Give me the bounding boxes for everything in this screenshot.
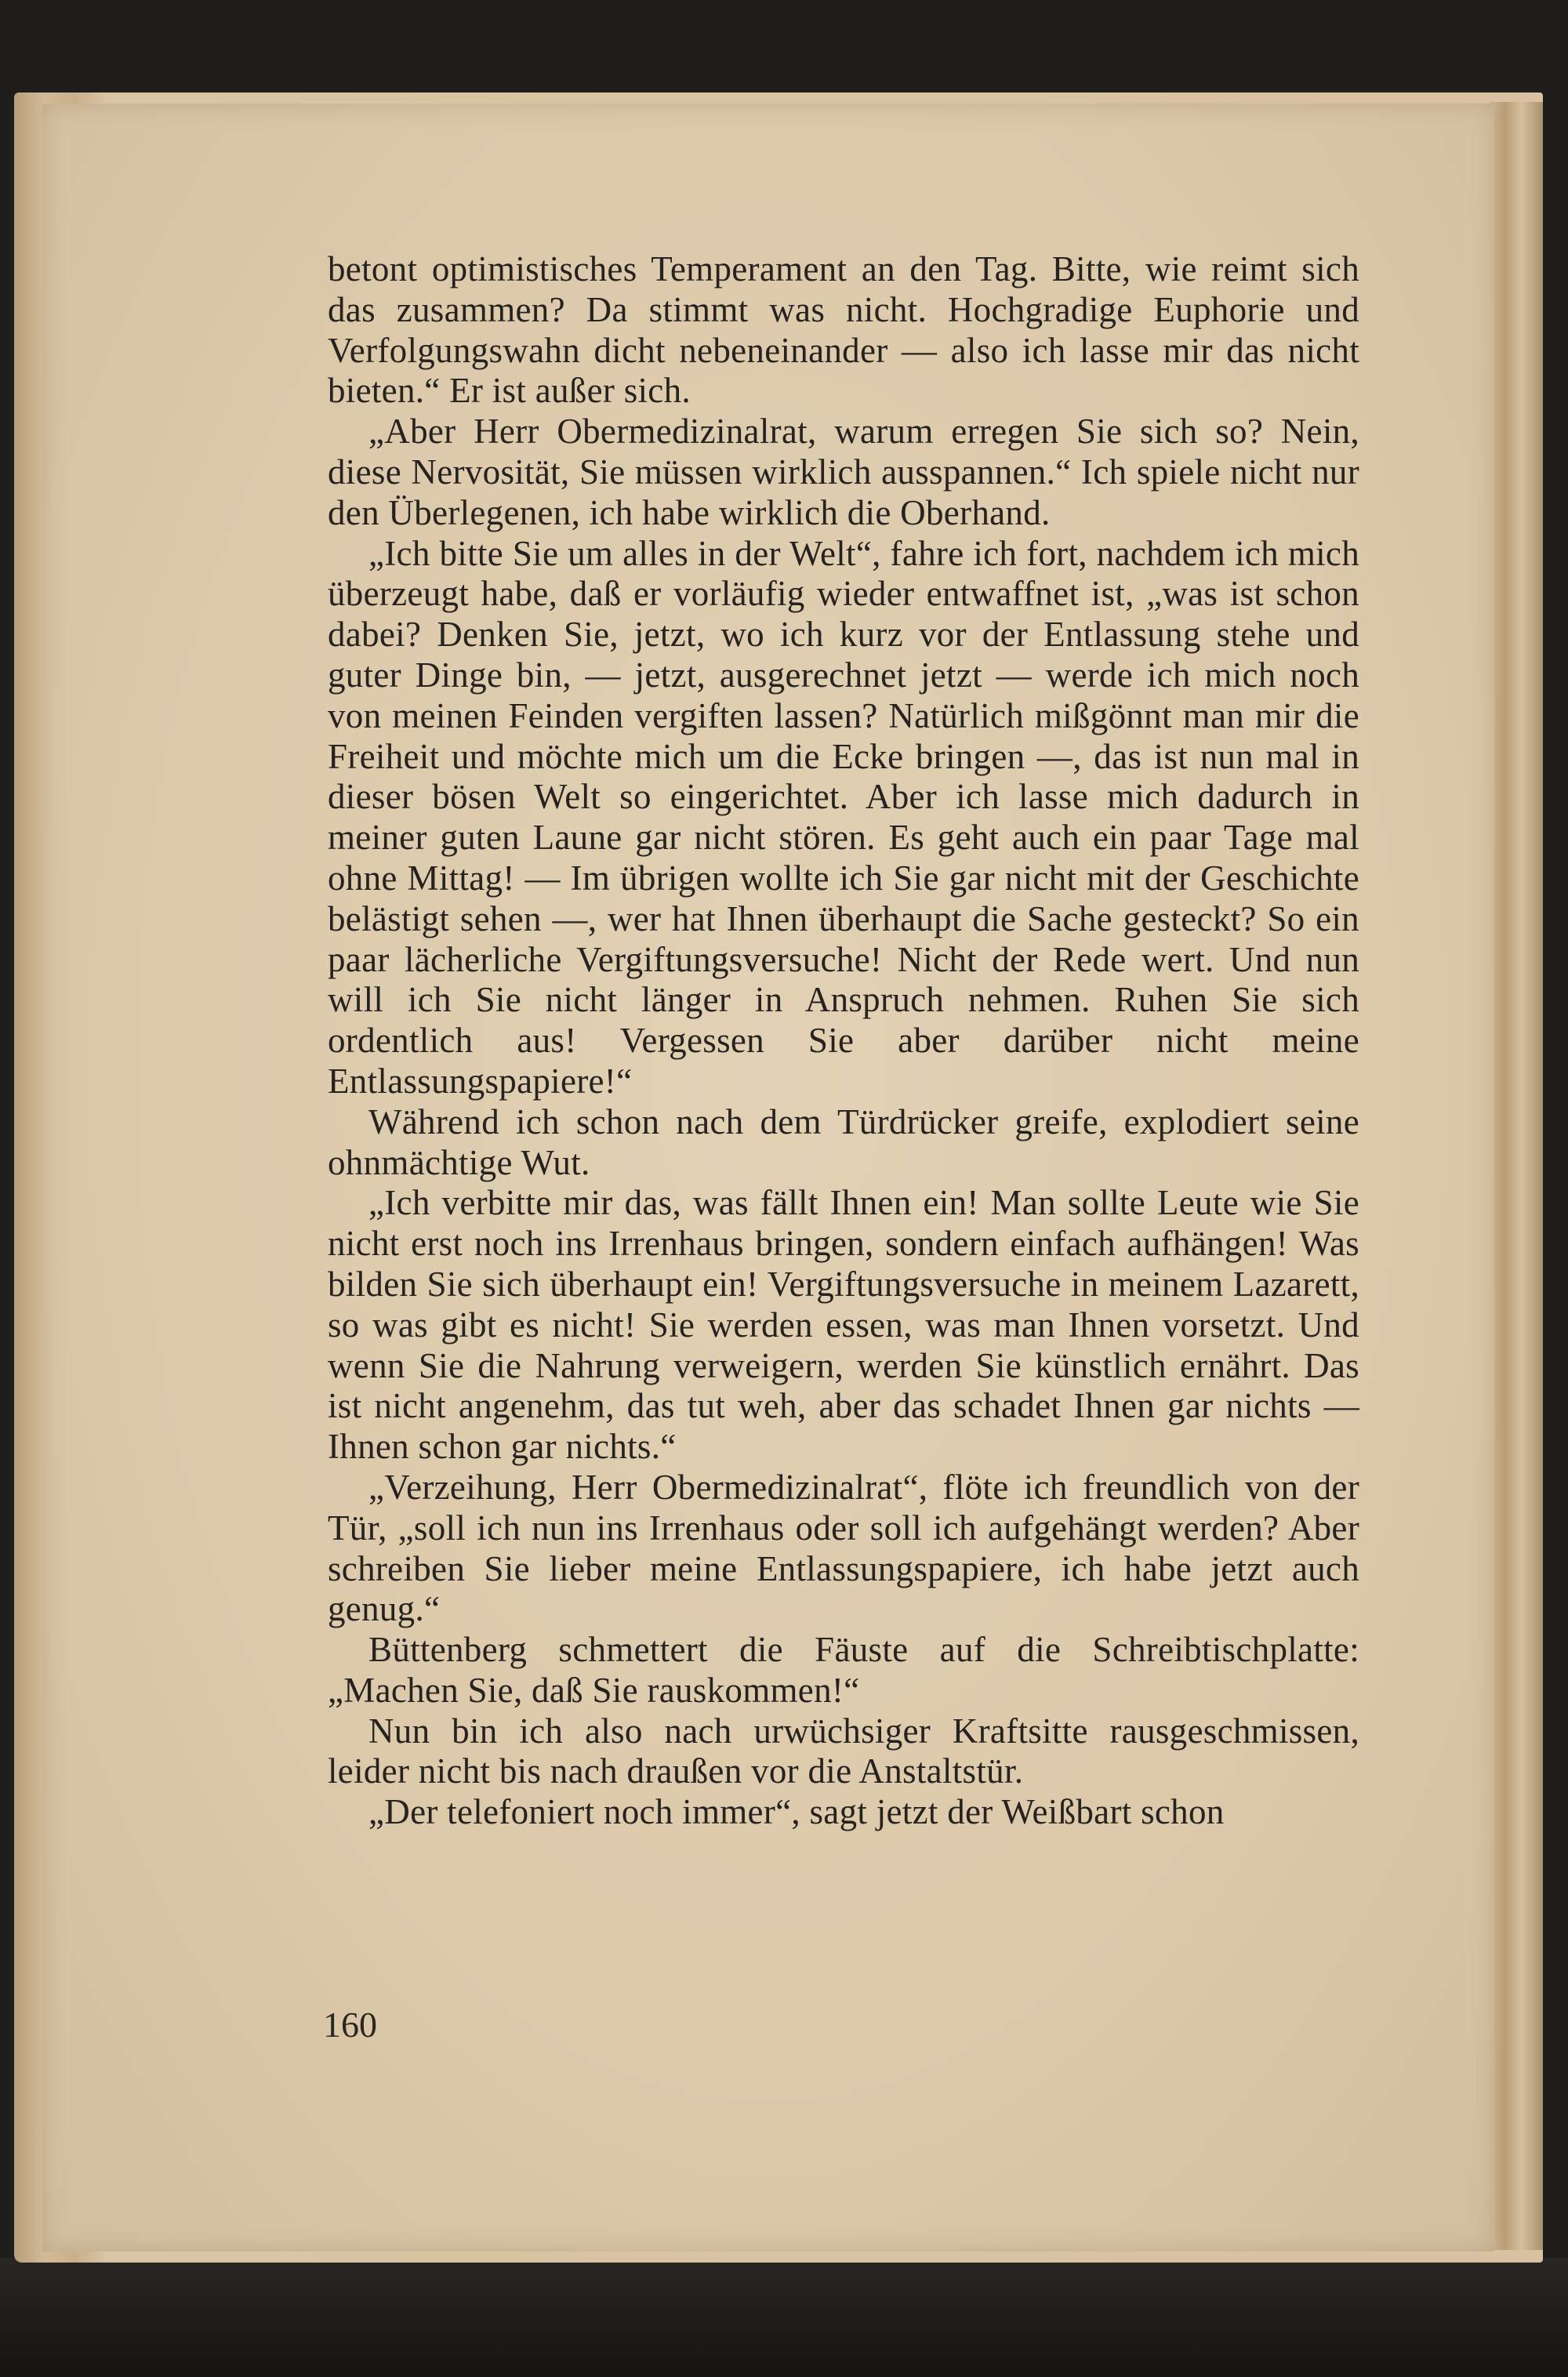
page-text — [328, 249, 1359, 1833]
paragraph-7: Büttenberg schmettert die Fäuste auf die Schreibtischplatte: „Machen Sie, daß Sie rauskommen!“ — [328, 1630, 1359, 1710]
paragraph-8: Nun bin ich also nach urwüchsiger Kraftsitte rausgeschmissen, leider nicht bis nach draußen vor die Anstaltstür. — [328, 1711, 1359, 1791]
page-number: 160 — [323, 2005, 377, 2045]
paragraph-3: „Ich bitte Sie um alles in der Welt“, fahre ich fort, nachdem ich mich überzeugt habe, daß er vorläufig wieder entwaffnet ist, „was ist schon dabei? Denken Sie, jetzt, wo ich kurz vor der Entlassung stehe und guter Dinge bin, — jetzt, ausgerechnet jetzt — werde ich mich noch von meinen Feinden vergiften lassen? Natürlich mißgönnt man mir die Freiheit und möchte mich um die Ecke bringen —, das ist nun mal in dieser bösen Welt so eingerichtet. Aber ich lasse mich dadurch in meiner guten Laune gar nicht stören. Es geht auch ein paar Tage mal ohne Mittag! — Im übrigen wollte ich Sie gar nicht mit der Geschichte belästigt sehen —, wer hat Ihnen überhaupt die Sache gesteckt? So ein paar lächerliche Vergiftungsversuche! Nicht der Rede wert. Und nun will ich Sie nicht länger in Anspruch nehmen. Ruhen Sie sich ordentlich aus! Vergessen Sie aber darüber nicht meine Entlassungspapiere!“ — [328, 533, 1359, 1101]
paragraph-1: betont optimistisches Temperament an den Tag. Bitte, wie reimt sich das zusammen? Da stimmt was nicht. Hochgradige Euphorie und Verfolgungswahn dicht nebeneinander — also ich lasse mir das nicht bieten.“ Er ist außer sich. — [328, 249, 1359, 411]
paragraph-2: „Aber Herr Obermedizinalrat, warum erregen Sie sich so? Nein, diese Nervosität, Sie müssen wirklich ausspannen.“ Ich spiele nicht nur den Überlegenen, ich habe wirklich die Oberhand. — [328, 412, 1359, 532]
paragraph-6: „Verzeihung, Herr Obermedizinalrat“, flöte ich freundlich von der Tür, „soll ich nun ins Irrenhaus oder soll ich aufgehängt werden? Aber schreiben Sie lieber meine Entlassungspapiere, ich habe jetzt auch genug.“ — [328, 1467, 1359, 1629]
book-gutter-edge — [1490, 102, 1543, 2250]
paragraph-5: „Ich verbitte mir das, was fällt Ihnen ein! Man sollte Leute wie Sie nicht erst noch ins Irrenhaus bringen, sondern einfach aufhängen! Was bilden Sie sich überhaupt ein! Vergiftungsversuche in meinem Lazarett, so was gibt es nicht! Sie werden essen, was man Ihnen vorsetzt. Und wenn Sie die Nahrung verweigern, werden Sie künstlich ernährt. Das ist nicht angenehm, das tut weh, aber das schadet Ihnen gar nichts — Ihnen schon gar nichts.“ — [328, 1183, 1359, 1467]
paragraph-9: „Der telefoniert noch immer“, sagt jetzt der Weißbart schon — [368, 1792, 1225, 1832]
dark-background — [0, 2258, 1568, 2377]
paragraph-4: Während ich schon nach dem Türdrücker greife, explodiert seine ohnmächtige Wut. — [328, 1101, 1359, 1182]
